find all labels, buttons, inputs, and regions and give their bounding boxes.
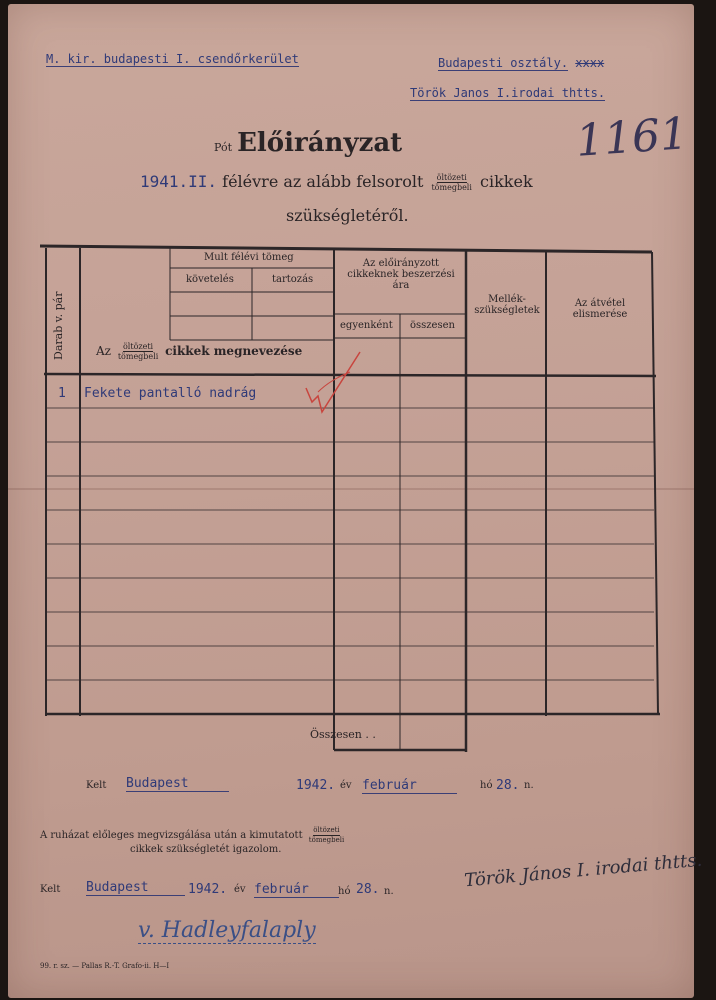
col-tartozas-header: tartozás <box>272 274 314 285</box>
kelt1-n: n. <box>524 780 534 791</box>
col-atvetel-header: Az átvétel elismerése <box>572 298 628 320</box>
kelt2-month: február <box>254 882 339 897</box>
header-right-2: Török Janos I.irodai thtts. <box>410 86 606 100</box>
kelt1-ho: hó <box>480 780 493 791</box>
row-1-darab: 1 <box>58 386 66 401</box>
kelt1-label: Kelt <box>86 780 107 791</box>
title-line-2: 1941.II. félévre az alább felsorolt $\frac{\text{öltözeti}}{\text{tömegbeli}}$ cikkek <box>140 172 533 192</box>
signature-left: v. Hadleyfalaply <box>138 918 316 943</box>
header-org: M. kir. budapesti I. csendőrkerület <box>46 52 299 66</box>
col-darab-header: Darab v. pár <box>52 291 65 360</box>
col-name-header: Az $\frac{\text{öltözeti}}{\text{tömegbeli}}$ cikkek megnevezése <box>96 342 303 361</box>
handwritten-number: 1161 <box>574 108 690 167</box>
signature-right: Török János I. irodai thtts. <box>463 849 704 892</box>
col-ar-header: Az előirányzott cikkeknek beszerzési ára <box>347 258 455 291</box>
col-mellek-header: Mellék- szükségletek <box>474 294 540 316</box>
footer-printer: 99. r. sz. — Pallas R.-T. Grafo-ii. H—I <box>40 962 170 970</box>
header-right-1: Budapesti osztály. xxxx <box>438 56 605 70</box>
col-kovetes-header: követelés <box>186 274 234 285</box>
col-mult-header: Mult félévi tömeg <box>204 252 294 263</box>
document-title: Pót Előirányzat <box>214 128 403 158</box>
kelt2-ho: hó <box>338 886 351 897</box>
kelt2-n: n. <box>384 886 394 897</box>
title-line-3: szükségletéről. <box>286 206 409 225</box>
kelt2-ev: év <box>234 884 246 895</box>
kelt1-place: Budapest <box>126 776 229 791</box>
kelt2-year: 1942. <box>188 882 228 897</box>
row-1-name: Fekete pantalló nadrág <box>84 386 257 401</box>
kelt2-label: Kelt <box>40 884 61 895</box>
total-label: Összesen . . <box>310 728 376 741</box>
kelt1-year: 1942. <box>296 778 336 793</box>
col-osszesen-header: összesen <box>410 320 455 331</box>
kelt1-ev: év <box>340 780 352 791</box>
certify-line-1: A ruházat előleges megvizsgálása után a kimutatott $\frac{\text{öltözeti}}{\text{tömegbeli}}$ <box>40 826 345 844</box>
kelt1-month: február <box>362 778 457 793</box>
kelt2-place: Budapest <box>86 880 185 895</box>
certify-line-2: cikkek szükségletét igazolom. <box>130 844 282 855</box>
kelt2-day: 28. <box>356 882 380 897</box>
kelt1-day: 28. <box>496 778 520 793</box>
col-egyenkent-header: egyenként <box>340 320 393 331</box>
